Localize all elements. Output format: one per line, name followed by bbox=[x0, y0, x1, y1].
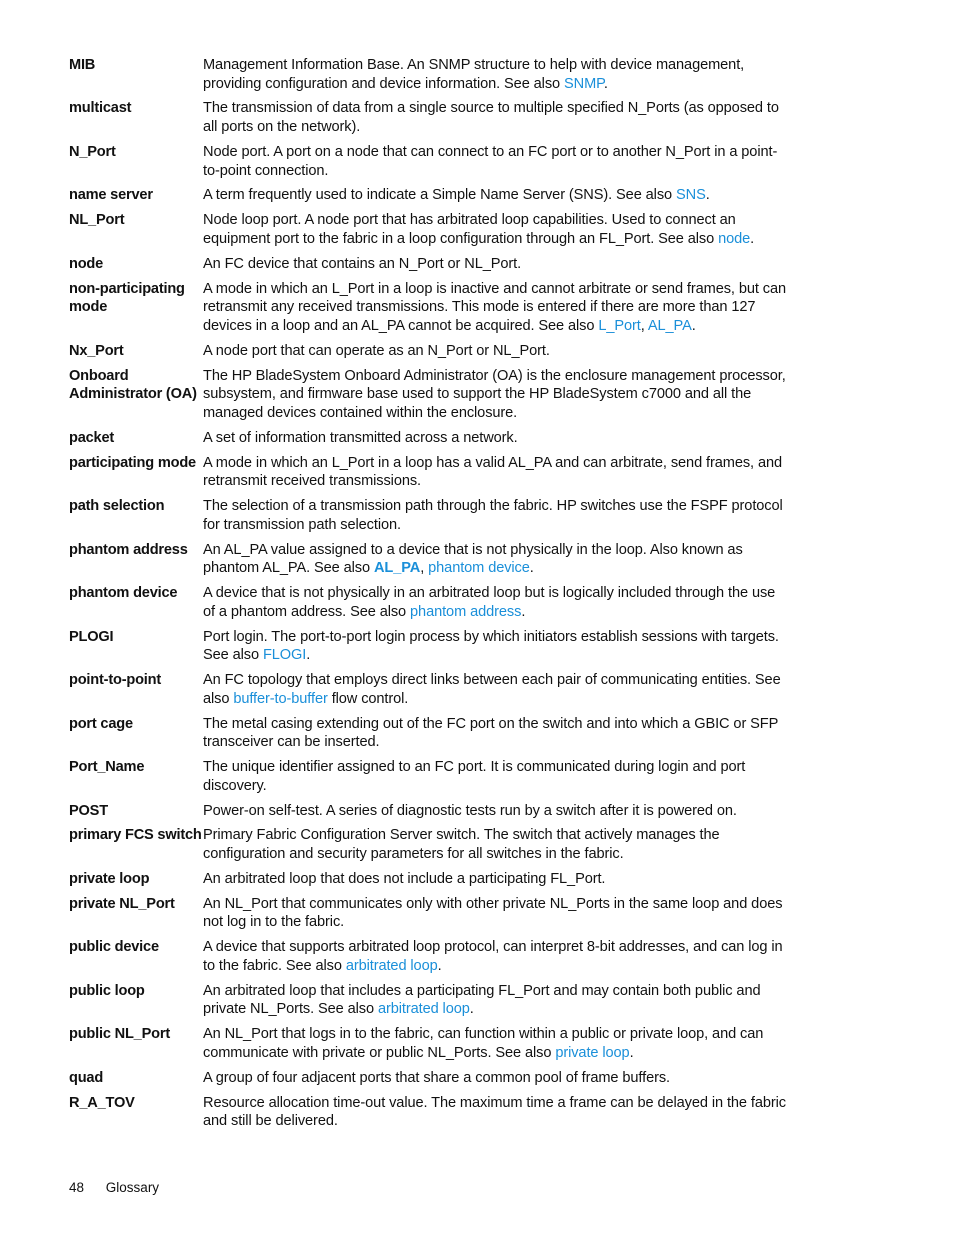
glossary-definition bbox=[203, 826, 789, 863]
definition-text: The selection of a transmission path through the fabric. HP switches use the FSPF protocol for transmission path selection. bbox=[203, 498, 783, 533]
definition-text: Port login. The port-to-port login process by which initiators establish sessions with targets. See also bbox=[203, 628, 779, 664]
cross-reference-link[interactable]: AL_PA bbox=[647, 317, 692, 334]
glossary-entry bbox=[69, 99, 789, 136]
glossary-definition bbox=[203, 584, 789, 621]
definition-text: An AL_PA value assigned to a device that is not physically in the loop. Also known as phantom AL_PA. See also bbox=[203, 541, 743, 577]
glossary-term: point-to-point bbox=[69, 672, 162, 689]
cross-reference-link[interactable]: arbitrated loop bbox=[377, 1001, 470, 1018]
glossary-term: MIB bbox=[69, 57, 96, 73]
glossary-definition bbox=[203, 497, 789, 534]
page-footer bbox=[69, 1179, 159, 1197]
glossary-term: non-participating mode bbox=[69, 280, 185, 316]
glossary-definition bbox=[203, 541, 789, 578]
glossary-term: port cage bbox=[69, 715, 133, 732]
definition-text: , bbox=[640, 317, 648, 334]
glossary-definition bbox=[203, 802, 789, 821]
glossary-term: PLOGI bbox=[69, 628, 114, 645]
definition-text: An NL_Port that logs in to the fabric, can function within a public or private loop, and can communicate with private or public NL_Ports. See also bbox=[203, 1026, 764, 1061]
glossary-entry bbox=[69, 255, 789, 274]
definition-text: Primary Fabric Configuration Server switch. The switch that actively manages the configuration and security parameters for all switches in the fabric. bbox=[203, 827, 720, 863]
page-number: 48 bbox=[69, 1180, 85, 1195]
glossary-definition bbox=[203, 1025, 789, 1062]
cross-reference-link[interactable]: node bbox=[718, 230, 751, 247]
glossary-term: Port_Name bbox=[69, 759, 145, 776]
definition-text: Management Information Base. An SNMP structure to help with device management, providing configuration and device information. See also bbox=[203, 57, 745, 92]
cross-reference-link[interactable]: buffer-to-buffer bbox=[233, 690, 328, 707]
footer-section-title: Glossary bbox=[105, 1180, 160, 1195]
glossary-entry bbox=[69, 758, 789, 795]
glossary-definition bbox=[203, 99, 789, 136]
glossary-entry bbox=[69, 342, 789, 361]
glossary-term: POST bbox=[69, 802, 108, 819]
glossary-entry bbox=[69, 541, 789, 578]
glossary-definition bbox=[203, 280, 789, 336]
glossary-entry bbox=[69, 826, 789, 863]
glossary-definition bbox=[203, 186, 789, 205]
definition-text: Node loop port. A node port that has arbitrated loop capabilities. Used to connect an equipment port to the fabric in a loop configuration through an FL_Port. See also bbox=[203, 212, 736, 247]
glossary-definition bbox=[203, 715, 789, 752]
definition-text: Power-on self-test. A series of diagnostic tests run by a switch after it is powered on. bbox=[203, 802, 737, 819]
cross-reference-link[interactable]: AL_PA bbox=[373, 560, 421, 577]
glossary-definition bbox=[203, 255, 789, 274]
glossary-entry bbox=[69, 1094, 789, 1131]
glossary-term: packet bbox=[69, 429, 115, 446]
glossary-term: private loop bbox=[69, 870, 150, 887]
glossary-definition bbox=[203, 1069, 789, 1088]
glossary-definition bbox=[203, 628, 789, 665]
definition-text: A device that supports arbitrated loop protocol, can interpret 8-bit addresses, and can log in to the fabric. See also bbox=[203, 939, 783, 974]
glossary-list bbox=[69, 56, 789, 1137]
glossary-term: Onboard Administrator (OA) bbox=[69, 367, 197, 403]
glossary-entry bbox=[69, 584, 789, 621]
glossary-definition bbox=[203, 342, 789, 361]
glossary-term: public device bbox=[69, 939, 159, 956]
glossary-definition bbox=[203, 429, 789, 448]
glossary-term: name server bbox=[69, 187, 153, 204]
glossary-entry bbox=[69, 982, 789, 1019]
glossary-term: R_A_TOV bbox=[69, 1094, 135, 1111]
definition-text: . bbox=[469, 1001, 474, 1018]
cross-reference-link[interactable]: phantom device bbox=[428, 560, 530, 577]
glossary-entry bbox=[69, 870, 789, 889]
cross-reference-link[interactable]: L_Port bbox=[598, 317, 641, 334]
glossary-entry bbox=[69, 1069, 789, 1088]
definition-text: A node port that can operate as an N_Port or NL_Port. bbox=[203, 342, 550, 359]
glossary-definition bbox=[203, 1094, 789, 1131]
glossary-definition bbox=[203, 367, 789, 423]
glossary-entry bbox=[69, 56, 789, 93]
definition-text: . bbox=[691, 317, 696, 334]
definition-text: . bbox=[750, 230, 755, 247]
definition-text: The transmission of data from a single source to multiple specified N_Ports (as opposed to all ports on the network). bbox=[203, 100, 779, 136]
glossary-entry bbox=[69, 454, 789, 491]
glossary-entry bbox=[69, 802, 789, 821]
cross-reference-link[interactable]: FLOGI bbox=[262, 647, 307, 664]
cross-reference-link[interactable]: arbitrated loop bbox=[345, 957, 438, 974]
definition-text: A device that is not physically in an arbitrated loop but is logically included through the use of a phantom address. See also bbox=[203, 585, 776, 620]
definition-text: . bbox=[629, 1044, 634, 1061]
definition-text: . bbox=[529, 560, 534, 577]
definition-text: A mode in which an L_Port in a loop is inactive and cannot arbitrate or send frames, but can retransmit any received transmissions. This mode is entered if there are more than 127 devices in a loop and an AL_PA cannot be acquired. See also bbox=[203, 280, 787, 334]
glossary-entry bbox=[69, 143, 789, 180]
glossary-definition bbox=[203, 938, 789, 975]
glossary-definition bbox=[203, 56, 789, 93]
glossary-definition bbox=[203, 895, 789, 932]
cross-reference-link[interactable]: SNS bbox=[676, 187, 706, 204]
definition-text: A group of four adjacent ports that share a common pool of frame buffers. bbox=[203, 1069, 670, 1086]
definition-text: A term frequently used to indicate a Simple Name Server (SNS). See also bbox=[203, 187, 676, 204]
glossary-entry bbox=[69, 429, 789, 448]
definition-text: . bbox=[437, 957, 442, 974]
definition-text: An NL_Port that communicates only with other private NL_Ports in the same loop and does not log in to the fabric. bbox=[203, 895, 783, 931]
glossary-definition bbox=[203, 454, 789, 491]
definition-text: Node port. A port on a node that can connect to an FC port or to another N_Port in a point-to-point connection. bbox=[203, 143, 778, 179]
glossary-term: N_Port bbox=[69, 143, 116, 160]
cross-reference-link[interactable]: phantom address bbox=[410, 603, 522, 620]
definition-text: . bbox=[306, 647, 311, 664]
glossary-entry bbox=[69, 895, 789, 932]
definition-text: A mode in which an L_Port in a loop has a valid AL_PA and can arbitrate, send frames, and retransmit received transmissions. bbox=[203, 454, 783, 490]
definition-text: The metal casing extending out of the FC port on the switch and into which a GBIC or SFP transceiver can be inserted. bbox=[203, 715, 778, 751]
glossary-term: phantom device bbox=[69, 585, 178, 602]
glossary-definition bbox=[203, 758, 789, 795]
glossary-term: NL_Port bbox=[69, 212, 125, 229]
definition-text: An FC device that contains an N_Port or NL_Port. bbox=[203, 255, 522, 272]
definition-text: flow control. bbox=[327, 690, 409, 707]
definition-text: An arbitrated loop that includes a participating FL_Port and may contain both public and private NL_Ports. See also bbox=[203, 982, 761, 1018]
glossary-term: phantom address bbox=[69, 541, 188, 558]
glossary-entry bbox=[69, 186, 789, 205]
definition-text: . bbox=[705, 187, 710, 204]
glossary-definition bbox=[203, 870, 789, 889]
definition-text: The unique identifier assigned to an FC port. It is communicated during login and port discovery. bbox=[203, 759, 746, 794]
definition-text: . bbox=[521, 603, 526, 620]
definition-text: An arbitrated loop that does not include a participating FL_Port. bbox=[203, 870, 606, 887]
glossary-term: Nx_Port bbox=[69, 342, 124, 359]
cross-reference-link[interactable]: SNMP bbox=[564, 75, 604, 92]
glossary-entry bbox=[69, 367, 789, 423]
glossary-term: participating mode bbox=[69, 454, 196, 471]
glossary-entry bbox=[69, 715, 789, 752]
definition-text: Resource allocation time-out value. The maximum time a frame can be delayed in the fabric and still be delivered. bbox=[203, 1094, 786, 1130]
glossary-entry bbox=[69, 1025, 789, 1062]
glossary-entry bbox=[69, 628, 789, 665]
glossary-term: private NL_Port bbox=[69, 895, 175, 912]
glossary-entry bbox=[69, 497, 789, 534]
glossary-entry bbox=[69, 211, 789, 248]
glossary-term: quad bbox=[69, 1069, 104, 1086]
glossary-term: public NL_Port bbox=[69, 1026, 170, 1043]
definition-text: . bbox=[603, 75, 608, 92]
glossary-term: public loop bbox=[69, 982, 145, 999]
glossary-definition bbox=[203, 143, 789, 180]
glossary-entry bbox=[69, 938, 789, 975]
cross-reference-link[interactable]: private loop bbox=[555, 1044, 630, 1061]
definition-text: An FC topology that employs direct links between each pair of communicating entities. See also bbox=[203, 672, 781, 707]
glossary-definition bbox=[203, 211, 789, 248]
glossary-entry bbox=[69, 671, 789, 708]
glossary-term: multicast bbox=[69, 100, 132, 117]
glossary-term: primary FCS switch bbox=[69, 827, 202, 844]
definition-text: , bbox=[420, 560, 429, 577]
glossary-entry bbox=[69, 280, 789, 336]
definition-text: A set of information transmitted across a network. bbox=[203, 429, 518, 446]
glossary-term: node bbox=[69, 255, 104, 272]
definition-text: The HP BladeSystem Onboard Administrator (OA) is the enclosure management processor, subsystem, and firmware base used to support the HP BladeSystem c7000 and all the managed devices contained within the enclosure. bbox=[203, 367, 786, 421]
glossary-term: path selection bbox=[69, 498, 165, 515]
glossary-definition bbox=[203, 982, 789, 1019]
glossary-definition bbox=[203, 671, 789, 708]
